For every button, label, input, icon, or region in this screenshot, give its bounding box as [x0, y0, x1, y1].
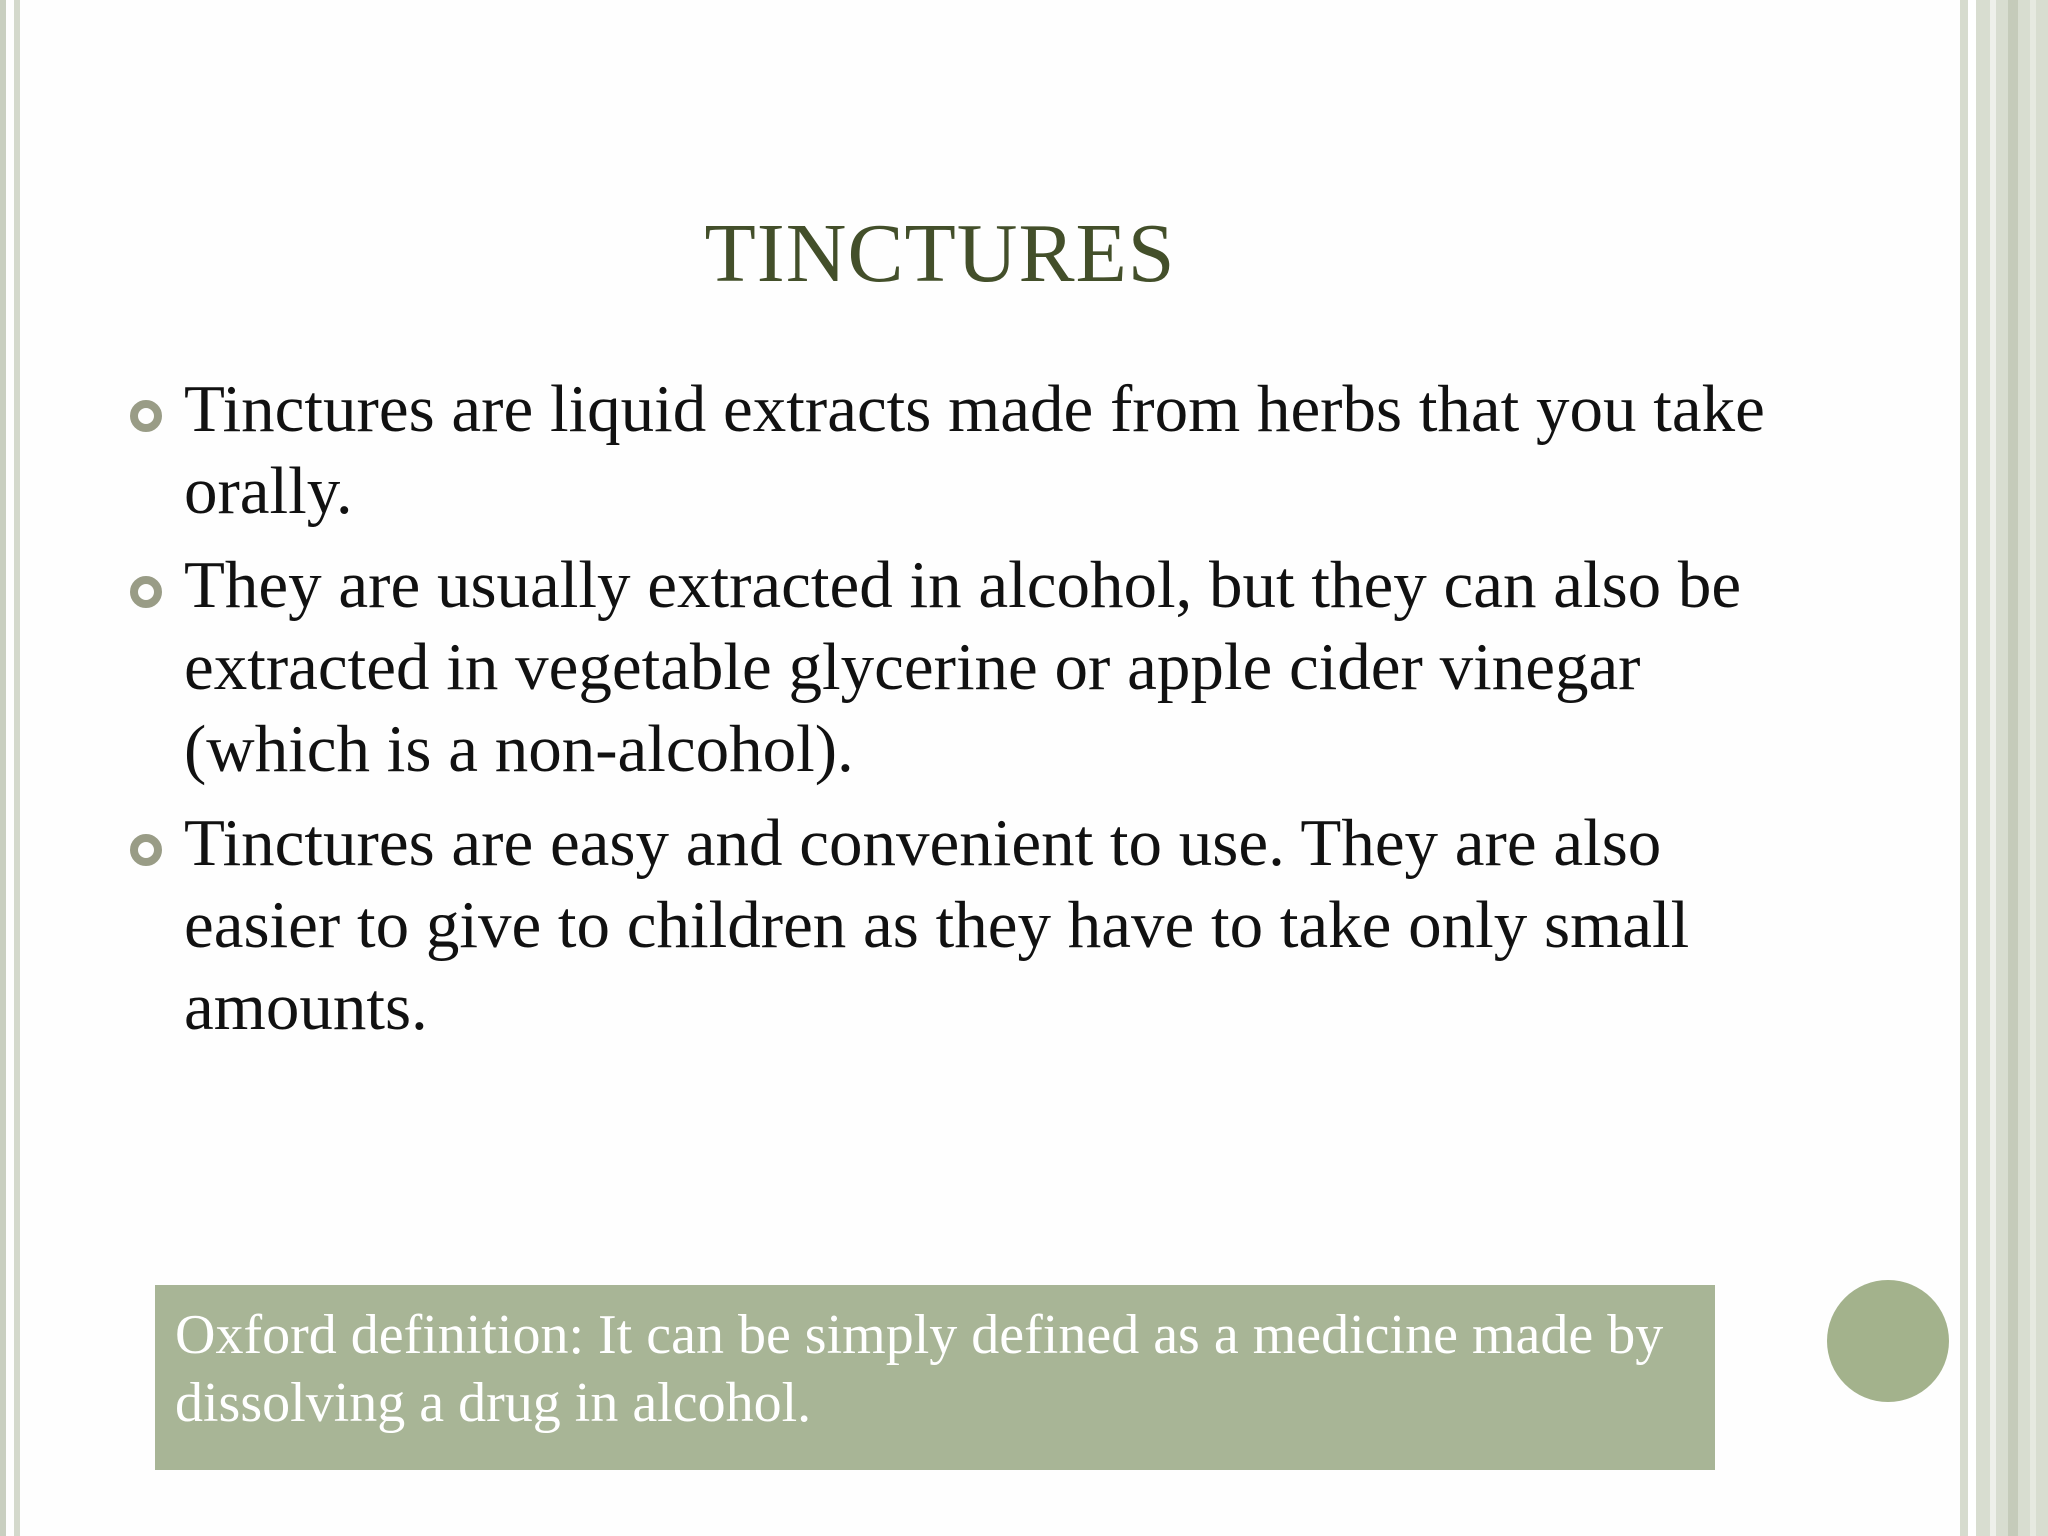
right-frame-stripe: [2008, 0, 2018, 1536]
ring-bullet-icon: [130, 834, 162, 866]
left-frame-line-inner: [14, 0, 20, 1536]
right-frame-stripe: [1990, 0, 1996, 1536]
left-frame-line: [0, 0, 6, 1536]
right-frame-stripe: [2030, 0, 2036, 1536]
slide-title: TINCTURES: [704, 207, 1176, 300]
decorative-circle-icon: [1827, 1280, 1949, 1402]
ring-bullet-icon: [130, 576, 162, 608]
bullet-text: Tinctures are easy and convenient to use. They are also easier to give to children as they have to take only small amounts.: [184, 806, 1690, 1044]
ring-bullet-icon: [130, 400, 162, 432]
bullet-item: [120, 544, 1800, 790]
bullet-list: [120, 368, 1800, 1060]
right-frame-band: [1960, 0, 1968, 1536]
bullet-text: Tinctures are liquid extracts made from herbs that you take orally.: [184, 372, 1765, 528]
definition-text: Oxford definition: It can be simply defined as a medicine made by dissolving a drug in alcohol.: [175, 1304, 1664, 1434]
right-frame-gap: [1968, 0, 1976, 1536]
bullet-text: They are usually extracted in alcohol, but they can also be extracted in vegetable glycerine or apple cider vinegar (which is a non-alcohol).: [184, 548, 1742, 786]
bullet-item: [120, 368, 1800, 532]
bullet-item: [120, 802, 1800, 1048]
definition-box: [155, 1285, 1715, 1470]
